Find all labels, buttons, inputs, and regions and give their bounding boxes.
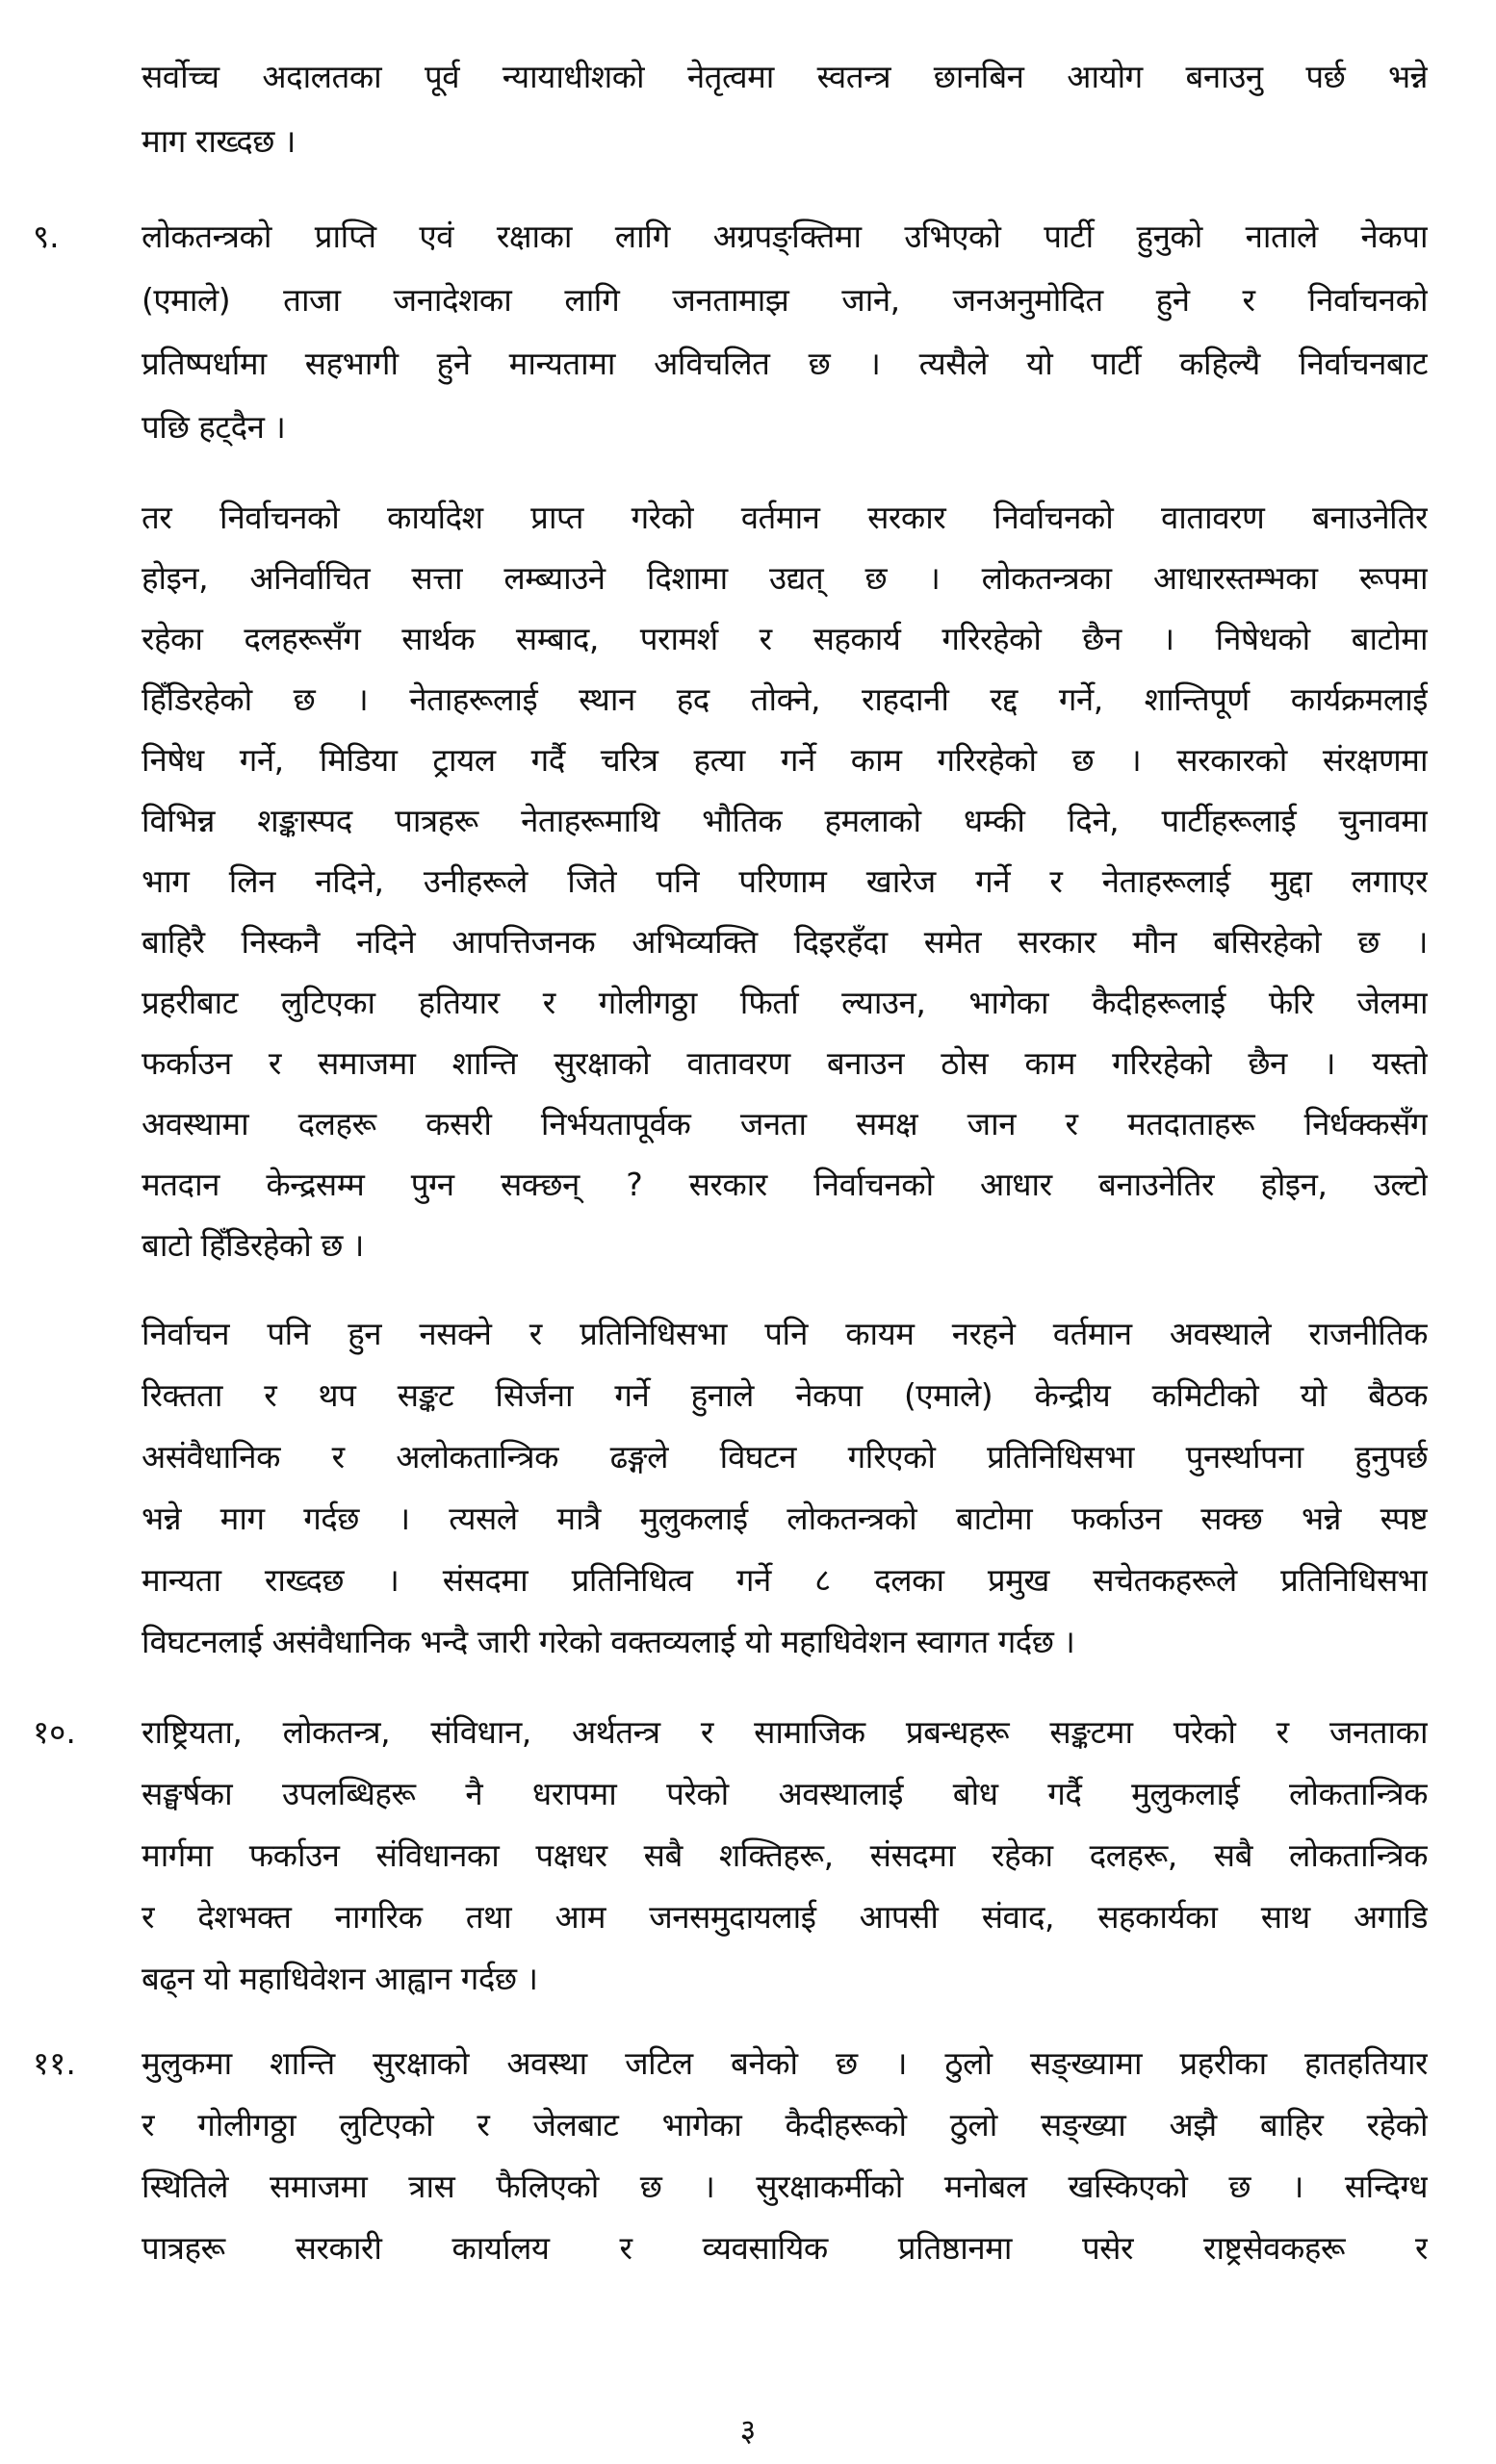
paragraph-number: ९. — [33, 218, 60, 255]
text-line: बाटो हिँडिरहेको छ । — [142, 1226, 364, 1264]
text-line: स्थितिले समाजमा त्रास फैलिएको छ । सुरक्षाकर्मीको मनोबल खस्किएको छ । सन्दिग्ध — [142, 2168, 1428, 2205]
paragraph-number: १०. — [33, 1713, 76, 1751]
text-line: बाहिरै निस्कनै नदिने आपत्तिजनक अभिव्यक्ति दिइरहँदा समेत सरकार मौन बसिरहेको छ । — [142, 923, 1428, 961]
text-line: र देशभक्त नागरिक तथा आम जनसमुदायलाई आपसी संवाद, सहकार्यका साथ अगाडि — [142, 1898, 1428, 1936]
text-line: लोकतन्त्रको प्राप्ति एवं रक्षाका लागि अग्रपङ्क्तिमा उभिएको पार्टी हुनुको नाताले नेकपा — [142, 218, 1428, 255]
text-line: (एमाले) ताजा जनादेशका लागि जनतामाझ जाने, जनअनुमोदित हुने र निर्वाचनको — [142, 281, 1428, 319]
text-line: हिँडिरहेको छ । नेताहरूलाई स्थान हद तोक्ने, राहदानी रद्द गर्ने, शान्तिपूर्ण कार्यक्रमलाई — [142, 680, 1428, 718]
text-line: मुलुकमा शान्ति सुरक्षाको अवस्था जटिल बनेको छ । ठुलो सङ्ख्यामा प्रहरीका हातहतियार — [142, 2044, 1428, 2082]
text-line: पछि हट्दैन । — [142, 408, 286, 446]
paragraph-number: ११. — [33, 2044, 76, 2082]
page-number: ३ — [739, 2412, 757, 2449]
text-line: प्रहरीबाट लुटिएका हतियार र गोलीगठ्ठा फिर्ता ल्याउन, भागेका कैदीहरूलाई फेरि जेलमा — [142, 984, 1428, 1021]
text-line: मतदान केन्द्रसम्म पुग्न सक्छन् ? सरकार निर्वाचनको आधार बनाउनेतिर होइन, उल्टो — [142, 1166, 1428, 1203]
text-line: मान्यता राख्दछ । संसदमा प्रतिनिधित्व गर्ने ८ दलका प्रमुख सचेतकहरूले प्रतिनिधिसभा — [142, 1561, 1428, 1599]
text-line: विघटनलाई असंवैधानिक भन्दै जारी गरेको वक्तव्यलाई यो महाधिवेशन स्वागत गर्दछ । — [142, 1623, 1075, 1660]
text-line: असंवैधानिक र अलोकतान्त्रिक ढङ्गले विघटन गरिएको प्रतिनिधिसभा पुनर्स्थापना हुनुपर्छ — [142, 1438, 1428, 1476]
text-line: विभिन्न शङ्कास्पद पात्रहरू नेताहरूमाथि भौतिक हमलाको धम्की दिने, पार्टीहरूलाई चुनावमा — [142, 802, 1428, 839]
text-line: पात्रहरू सरकारी कार्यालय र व्यवसायिक प्रतिष्ठानमा पसेर राष्ट्रसेवकहरू र — [142, 2229, 1428, 2267]
text-line: बढ्न यो महाधिवेशन आह्वान गर्दछ । — [142, 1960, 538, 1997]
text-line: रिक्तता र थप सङ्कट सिर्जना गर्ने हुनाले नेकपा (एमाले) केन्द्रीय कमिटीको यो बैठक — [142, 1376, 1428, 1414]
text-line: प्रतिष्पर्धामा सहभागी हुने मान्यतामा अविचलित छ । त्यसैले यो पार्टी कहिल्यै निर्वाचनबाट — [142, 345, 1428, 382]
text-line: माग राख्दछ । — [142, 122, 296, 160]
text-line: सर्वोच्च अदालतका पूर्व न्यायाधीशको नेतृत्वमा स्वतन्त्र छानबिन आयोग बनाउनु पर्छ भन्ने — [142, 58, 1428, 95]
text-line: भन्ने माग गर्दछ । त्यसले मात्रै मुलुकलाई लोकतन्त्रको बाटोमा फर्काउन सक्छ भन्ने स्पष्ट — [142, 1500, 1428, 1537]
text-line: मार्गमा फर्काउन संविधानका पक्षधर सबै शक्तिहरू, संसदमा रहेका दलहरू, सबै लोकतान्त्रिक — [142, 1836, 1428, 1874]
text-line: फर्काउन र समाजमा शान्ति सुरक्षाको वातावरण बनाउन ठोस काम गरिरहेको छैन । यस्तो — [142, 1044, 1428, 1082]
text-line: निषेध गर्ने, मिडिया ट्रायल गर्दै चरित्र हत्या गर्ने काम गरिरहेको छ । सरकारको संरक्षणमा — [142, 741, 1428, 779]
text-line: र गोलीगठ्ठा लुटिएको र जेलबाट भागेका कैदीहरूको ठुलो सङ्ख्या अझै बाहिर रहेको — [142, 2106, 1428, 2143]
text-line: तर निर्वाचनको कार्यादेश प्राप्त गरेको वर्तमान सरकार निर्वाचनको वातावरण बनाउनेतिर — [142, 499, 1428, 536]
text-line: सङ्घर्षका उपलब्धिहरू नै धरापमा परेको अवस्थालाई बोध गर्दै मुलुकलाई लोकतान्त्रिक — [142, 1775, 1428, 1812]
text-line: भाग लिन नदिने, उनीहरूले जिते पनि परिणाम खारेज गर्ने र नेताहरूलाई मुद्दा लगाएर — [142, 862, 1428, 900]
text-line: होइन, अनिर्वाचित सत्ता लम्ब्याउने दिशामा उद्यत् छ । लोकतन्त्रका आधारस्तम्भका रूपमा — [142, 559, 1428, 597]
text-line: राष्ट्रियता, लोकतन्त्र, संविधान, अर्थतन्त्र र सामाजिक प्रबन्धहरू सङ्कटमा परेको र जनताका — [142, 1713, 1428, 1751]
text-line: रहेका दलहरूसँग सार्थक सम्बाद, परामर्श र सहकार्य गरिरहेको छैन । निषेधको बाटोमा — [142, 620, 1428, 657]
text-line: अवस्थामा दलहरू कसरी निर्भयतापूर्वक जनता समक्ष जान र मतदाताहरू निर्धक्कसँग — [142, 1105, 1428, 1142]
text-line: निर्वाचन पनि हुन नसक्ने र प्रतिनिधिसभा पनि कायम नरहने वर्तमान अवस्थाले राजनीतिक — [142, 1315, 1428, 1352]
